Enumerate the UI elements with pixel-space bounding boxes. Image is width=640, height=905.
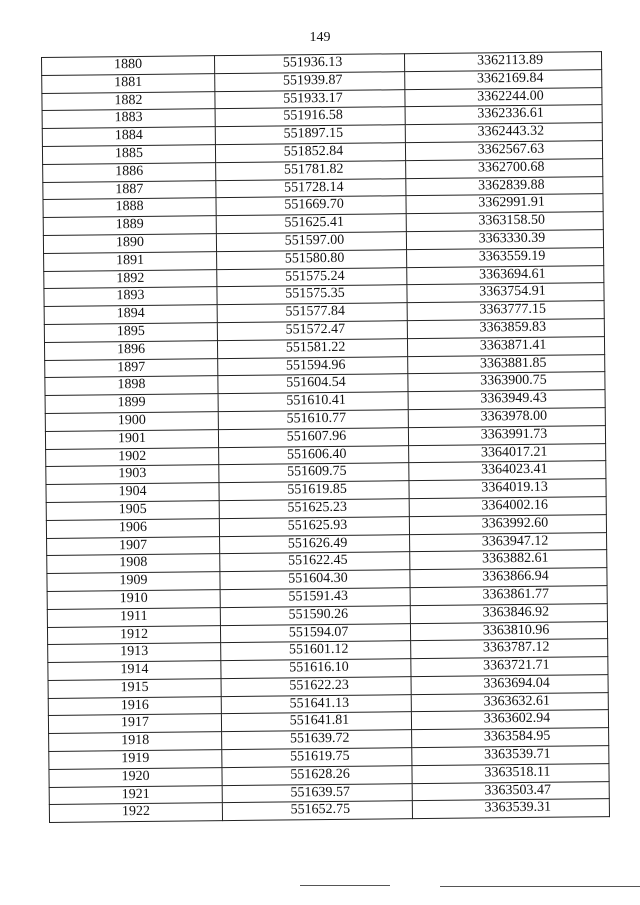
point-number-cell: 1911 xyxy=(47,607,220,627)
point-number-cell: 1909 xyxy=(47,572,220,592)
point-number-cell: 1886 xyxy=(43,162,216,182)
point-number-cell: 1880 xyxy=(42,56,215,76)
point-number-cell: 1915 xyxy=(48,679,221,699)
x-coordinate-cell: 551607.96 xyxy=(218,427,408,447)
point-number-cell: 1889 xyxy=(43,216,216,236)
point-number-cell: 1907 xyxy=(47,536,220,556)
point-number-cell: 1895 xyxy=(44,323,217,343)
x-coordinate-cell: 551639.57 xyxy=(222,783,412,803)
x-coordinate-cell: 551594.07 xyxy=(220,623,410,643)
coordinates-table xyxy=(41,51,610,823)
y-coordinate-cell: 3363900.75 xyxy=(408,372,605,392)
y-coordinate-cell: 3363859.83 xyxy=(407,319,604,339)
point-number-cell: 1900 xyxy=(45,412,218,432)
point-number-cell: 1898 xyxy=(45,376,218,396)
x-coordinate-cell: 551610.77 xyxy=(218,410,408,430)
point-number-cell: 1888 xyxy=(43,198,216,218)
y-coordinate-cell: 3363584.95 xyxy=(412,728,609,748)
point-number-cell: 1881 xyxy=(42,73,215,93)
point-number-cell: 1893 xyxy=(44,287,217,307)
y-coordinate-cell: 3363882.61 xyxy=(410,550,607,570)
point-number-cell: 1890 xyxy=(43,234,216,254)
x-coordinate-cell: 551609.75 xyxy=(219,463,409,483)
point-number-cell: 1899 xyxy=(45,394,218,414)
point-number-cell: 1920 xyxy=(49,768,222,788)
x-coordinate-cell: 551594.96 xyxy=(218,356,408,376)
y-coordinate-cell: 3362336.61 xyxy=(405,105,602,125)
point-number-cell: 1884 xyxy=(42,127,215,147)
x-coordinate-cell: 551622.23 xyxy=(221,677,411,697)
y-coordinate-cell: 3363602.94 xyxy=(411,710,608,730)
y-coordinate-cell: 3363632.61 xyxy=(411,692,608,712)
x-coordinate-cell: 551625.93 xyxy=(219,516,409,536)
point-number-cell: 1894 xyxy=(44,305,217,325)
point-number-cell: 1883 xyxy=(42,109,215,129)
x-coordinate-cell: 551652.75 xyxy=(222,801,412,821)
point-number-cell: 1916 xyxy=(48,696,221,716)
x-coordinate-cell: 551639.72 xyxy=(222,730,412,750)
x-coordinate-cell: 551616.10 xyxy=(221,659,411,679)
y-coordinate-cell: 3363518.11 xyxy=(412,763,609,783)
y-coordinate-cell: 3364002.16 xyxy=(409,497,606,517)
x-coordinate-cell: 551597.00 xyxy=(216,232,406,252)
x-coordinate-cell: 551606.40 xyxy=(219,445,409,465)
y-coordinate-cell: 3362443.32 xyxy=(405,123,602,143)
x-coordinate-cell: 551581.22 xyxy=(217,338,407,358)
x-coordinate-cell: 551628.26 xyxy=(222,766,412,786)
y-coordinate-cell: 3363559.19 xyxy=(407,247,604,267)
x-coordinate-cell: 551641.13 xyxy=(221,694,411,714)
x-coordinate-cell: 551577.84 xyxy=(217,303,407,323)
x-coordinate-cell: 551610.41 xyxy=(218,392,408,412)
point-number-cell: 1918 xyxy=(49,732,222,752)
y-coordinate-cell: 3363881.85 xyxy=(408,354,605,374)
y-coordinate-cell: 3363330.39 xyxy=(406,230,603,250)
point-number-cell: 1897 xyxy=(45,358,218,378)
x-coordinate-cell: 551619.75 xyxy=(222,748,412,768)
point-number-cell: 1902 xyxy=(46,447,219,467)
y-coordinate-cell: 3364017.21 xyxy=(409,443,606,463)
coordinates-table-container xyxy=(41,51,609,823)
y-coordinate-cell: 3363810.96 xyxy=(410,621,607,641)
point-number-cell: 1896 xyxy=(44,340,217,360)
y-coordinate-cell: 3363866.94 xyxy=(410,568,607,588)
x-coordinate-cell: 551669.70 xyxy=(216,196,406,216)
x-coordinate-cell: 551604.54 xyxy=(218,374,408,394)
y-coordinate-cell: 3363503.47 xyxy=(412,781,609,801)
y-coordinate-cell: 3363978.00 xyxy=(408,408,605,428)
x-coordinate-cell: 551590.26 xyxy=(220,605,410,625)
x-coordinate-cell: 551897.15 xyxy=(215,125,405,145)
y-coordinate-cell: 3362991.91 xyxy=(406,194,603,214)
x-coordinate-cell: 551601.12 xyxy=(221,641,411,661)
y-coordinate-cell: 3362567.63 xyxy=(405,141,602,161)
y-coordinate-cell: 3363694.04 xyxy=(411,674,608,694)
x-coordinate-cell: 551939.87 xyxy=(215,71,405,91)
x-coordinate-cell: 551572.47 xyxy=(217,321,407,341)
point-number-cell: 1922 xyxy=(49,803,222,823)
point-number-cell: 1917 xyxy=(48,714,221,734)
x-coordinate-cell: 551936.13 xyxy=(214,54,404,74)
y-coordinate-cell: 3363777.15 xyxy=(407,301,604,321)
y-coordinate-cell: 3364023.41 xyxy=(409,461,606,481)
y-coordinate-cell: 3363539.71 xyxy=(412,746,609,766)
point-number-cell: 1919 xyxy=(49,750,222,770)
point-number-cell: 1910 xyxy=(47,590,220,610)
point-number-cell: 1892 xyxy=(44,269,217,289)
point-number-cell: 1891 xyxy=(44,251,217,271)
y-coordinate-cell: 3363539.31 xyxy=(412,799,609,819)
point-number-cell: 1913 xyxy=(48,643,221,663)
y-coordinate-cell: 3363158.50 xyxy=(406,212,603,232)
y-coordinate-cell: 3364019.13 xyxy=(409,479,606,499)
bottom-edge-marks xyxy=(300,883,640,889)
x-coordinate-cell: 551575.24 xyxy=(217,267,407,287)
x-coordinate-cell: 551933.17 xyxy=(215,89,405,109)
x-coordinate-cell: 551626.49 xyxy=(220,534,410,554)
point-number-cell: 1905 xyxy=(46,501,219,521)
point-number-cell: 1882 xyxy=(42,91,215,111)
y-coordinate-cell: 3363991.73 xyxy=(408,425,605,445)
x-coordinate-cell: 551852.84 xyxy=(215,143,405,163)
point-number-cell: 1921 xyxy=(49,785,222,805)
x-coordinate-cell: 551575.35 xyxy=(217,285,407,305)
y-coordinate-cell: 3363846.92 xyxy=(410,603,607,623)
point-number-cell: 1887 xyxy=(43,180,216,200)
x-coordinate-cell: 551591.43 xyxy=(220,588,410,608)
x-coordinate-cell: 551625.23 xyxy=(219,499,409,519)
point-number-cell: 1912 xyxy=(47,625,220,645)
y-coordinate-cell: 3363947.12 xyxy=(410,532,607,552)
x-coordinate-cell: 551916.58 xyxy=(215,107,405,127)
x-coordinate-cell: 551781.82 xyxy=(216,160,406,180)
y-coordinate-cell: 3362113.89 xyxy=(404,52,601,72)
y-coordinate-cell: 3363871.41 xyxy=(407,336,604,356)
y-coordinate-cell: 3363721.71 xyxy=(411,657,608,677)
x-coordinate-cell: 551728.14 xyxy=(216,178,406,198)
x-coordinate-cell: 551641.81 xyxy=(221,712,411,732)
y-coordinate-cell: 3362839.88 xyxy=(406,176,603,196)
y-coordinate-cell: 3362169.84 xyxy=(405,69,602,89)
point-number-cell: 1906 xyxy=(46,518,219,538)
point-number-cell: 1901 xyxy=(45,429,218,449)
x-coordinate-cell: 551625.41 xyxy=(216,214,406,234)
y-coordinate-cell: 3363992.60 xyxy=(409,514,606,534)
coordinates-table-body xyxy=(42,52,610,823)
point-number-cell: 1903 xyxy=(46,465,219,485)
x-coordinate-cell: 551604.30 xyxy=(220,570,410,590)
x-coordinate-cell: 551580.80 xyxy=(217,249,407,269)
x-coordinate-cell: 551622.45 xyxy=(220,552,410,572)
y-coordinate-cell: 3363949.43 xyxy=(408,390,605,410)
point-number-cell: 1914 xyxy=(48,661,221,681)
x-coordinate-cell: 551619.85 xyxy=(219,481,409,501)
page-number: 149 xyxy=(309,30,331,45)
y-coordinate-cell: 3362244.00 xyxy=(405,87,602,107)
point-number-cell: 1908 xyxy=(47,554,220,574)
point-number-cell: 1885 xyxy=(42,145,215,165)
point-number-cell: 1904 xyxy=(46,483,219,503)
y-coordinate-cell: 3363787.12 xyxy=(411,639,608,659)
y-coordinate-cell: 3362700.68 xyxy=(406,158,603,178)
y-coordinate-cell: 3363754.91 xyxy=(407,283,604,303)
y-coordinate-cell: 3363694.61 xyxy=(407,265,604,285)
y-coordinate-cell: 3363861.77 xyxy=(410,586,607,606)
